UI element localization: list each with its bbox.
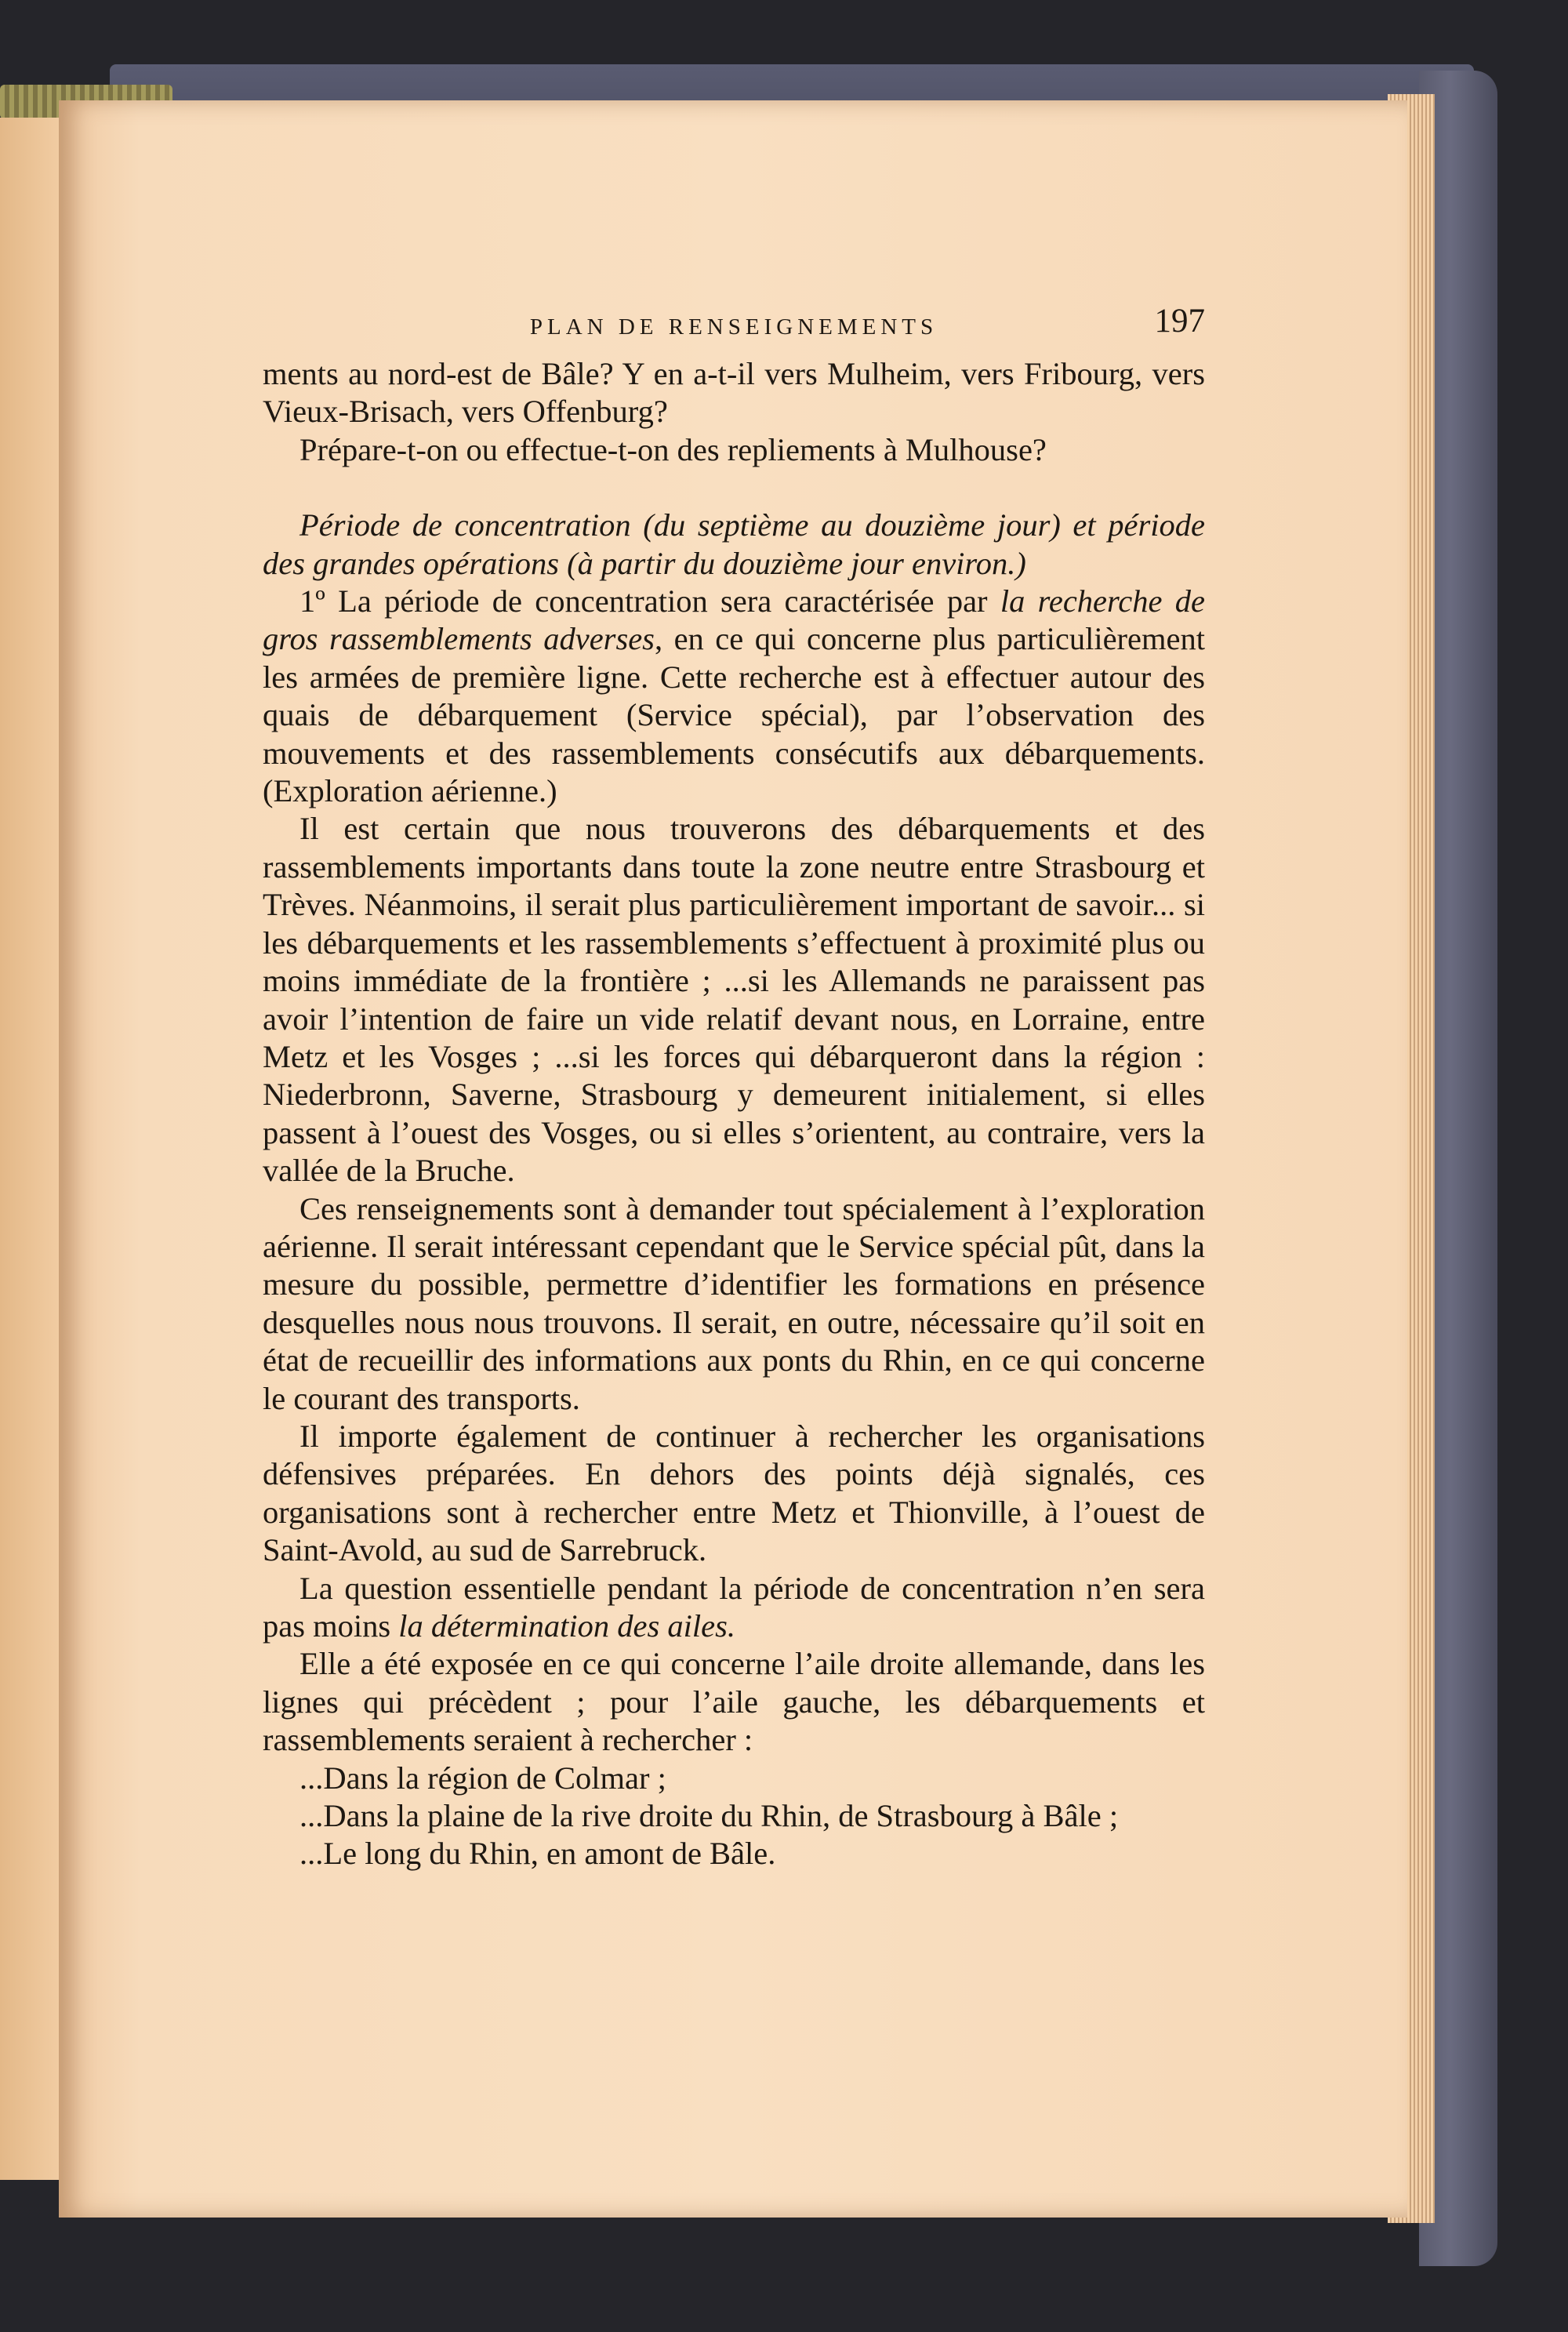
list-item: ...Dans la région de Colmar ; [299,1760,666,1796]
page-number: 197 [1154,303,1205,340]
section-heading-text: Période de concentration (du septième au douzième jour) et période des grandes opérations (à partir du douzième jour environ.) [263,507,1205,581]
section-heading [263,507,1205,583]
paragraph: Prépare-t-on ou effectue-t-on des repliements à Mulhouse? [299,431,1047,467]
list-item: ...Le long du Rhin, en amont de Bâle. [299,1836,776,1872]
page-header [263,300,1205,355]
running-head: PLAN DE RENSEIGNEMENTS [529,314,938,340]
list-item: ...Dans la plaine de la rive droite du Rhin, de Strasbourg à Bâle ; [299,1798,1119,1834]
paragraph: ments au nord-est de Bâle? Y en a-t-il vers Mulheim, vers Fribourg, vers Vieux-Brisach, vers Offenburg? [263,356,1205,430]
paragraph: Il est certain que nous trouverons des débarquements et des rassemblements importants dans toute la zone neutre entre Strasbourg et Trèves. Néanmoins, il serait plus particulièrement important de savoir... si les débarquements et les rassemblements s’effectuent à proximité plus ou moins immédiate de la frontière ; ...si les Allemands ne paraissent pas avoir l’intention de faire un vide relatif devant nous, en Lorraine, entre Metz et les Vosges ; ...si les forces qui débarqueront dans la région : Niederbronn, Saverne, Strasbourg y demeurent initialement, si elles passent à l’ouest des Vosges, ou si elles s’orientent, au contraire, vers la vallée de la Bruche. [263,811,1205,1189]
left-page-edge [0,118,59,2180]
page-text-block [263,300,1205,1873]
paragraph: 1º La période de concentration sera caractérisée par la recherche de gros rassemblements adverses, en ce qui concerne plus particulièrement les armées de première ligne. Cette recherche est à effectuer autour des quais de débarquement (Service spécial), par l’observation des mouvements et des rassemblements consécutifs aux débarquements. (Exploration aérienne.) [263,583,1206,809]
paragraph: Ces renseignements sont à demander tout spécialement à l’exploration aérienne. Il serait intéressant cependant que le Service spécial pût, dans la mesure du possible, permettre d’identifier les formations en présence desquelles nous nous trouvons. Il serait, en outre, nécessaire qu’il soit en état de recueillir des informations aux ponts du Rhin, en ce qui concerne le courant des transports. [263,1190,1205,1416]
body-text [263,355,1205,1873]
paragraph: Elle a été exposée en ce qui concerne l’aile droite allemande, dans les lignes qui précèdent ; pour l’aile gauche, les débarquements et rassemblements seraient à rechercher : [263,1646,1205,1758]
paragraph: Il importe également de continuer à rechercher les organisations défensives préparées. En dehors des points déjà signalés, ces organisations sont à rechercher entre Metz et Thionville, à l’ouest de Saint-Avold, au sud de Sarrebruck. [263,1418,1205,1568]
paragraph: La question essentielle pendant la période de concentration n’en sera pas moins la détermination des ailes. [263,1570,1205,1644]
